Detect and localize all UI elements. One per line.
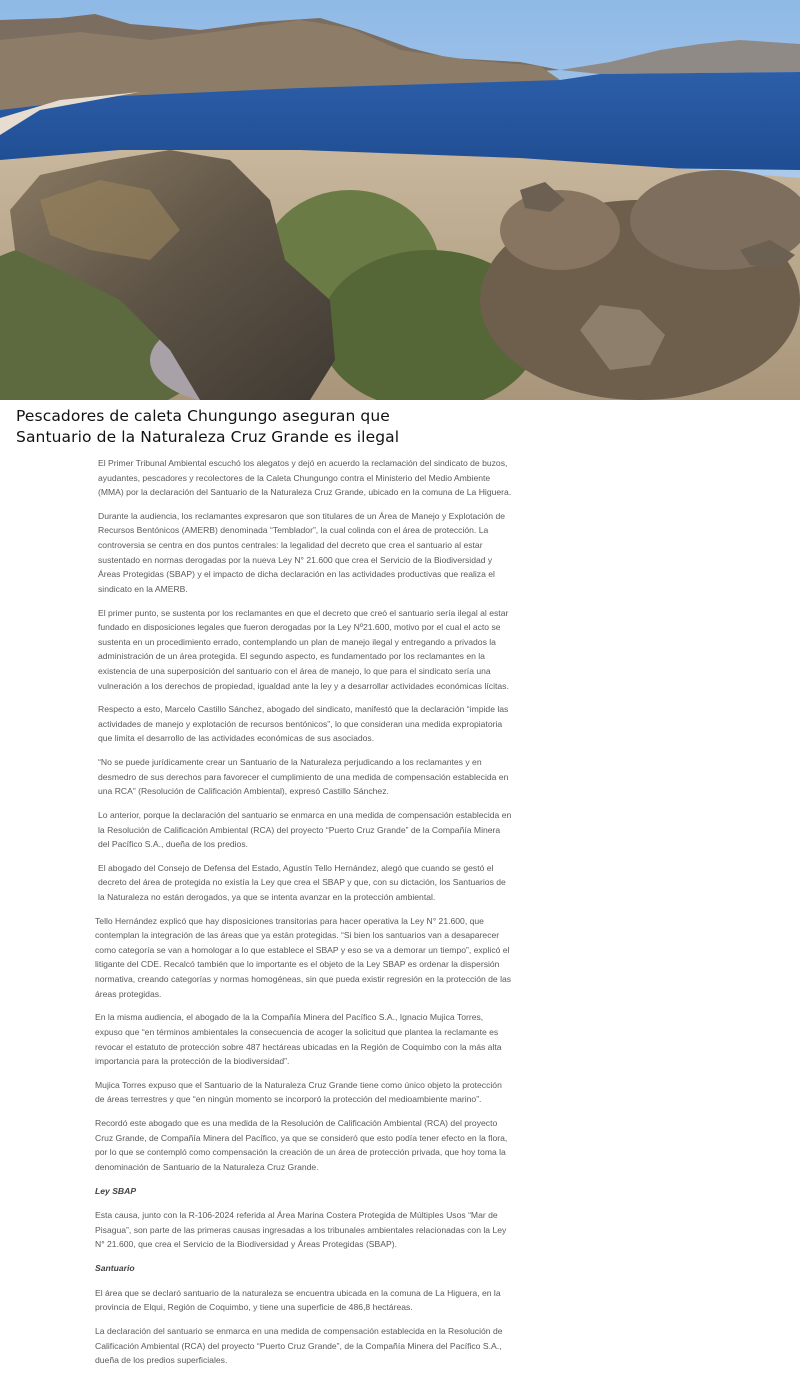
article-paragraph: Durante la audiencia, los reclamantes expresaron que son titulares de un Área de Manejo y Explotación de Recursos Bentónicos (AMERB) denominada “Temblador”, la cual colinda con el área de protección. La controversia se centra en dos puntos centrales: la legalidad del decreto que crea el santuario al estar sustentado en normas derogadas por la nueva Ley N° 21.600 que crea el Servicio de la Biodiversidad y Áreas Protegidas (SBAP) y el impacto de dicha declaración en las actividades productivas que realiza el sindicato en la AMERB. (98, 510, 506, 594)
landscape-photo-icon (0, 0, 800, 400)
article-paragraph: “No se puede jurídicamente crear un Santuario de la Naturaleza perjudicando a los reclamantes y en desmedro de sus derechos para favorecer el cumplimiento de una medida de compensación establecida en una RCA” (Resolución de Calificación Ambiental), expresó Castillo Sánchez. (98, 757, 509, 797)
hero-image (0, 0, 800, 400)
article-subheading: Ley SBAP (95, 1185, 137, 1196)
article-paragraph: Mujica Torres expuso que el Santuario de la Naturaleza Cruz Grande tiene como único objeto la protección de áreas terrestres y que “en ningún momento se incorporó la protección del medioambiente marino”. (95, 1079, 502, 1105)
article-paragraph: La declaración del santuario se enmarca en una medida de compensación establecida en la Resolución de Calificación Ambiental (RCA) del proyecto “Puerto Cruz Grande”, de la Compañía Minera del Pacífico S.A., dueña de los predios superficiales. (95, 1325, 503, 1366)
article-paragraph: Recordó este abogado que es una medida de la Resolución de Calificación Ambiental (RCA) del proyecto Cruz Grande, de Compañía Minera del Pacífico, ya que se consideró que esto podía tener efecto en la flora, por lo que se contempló como compensación la creación de un área de protección privada, que hoy toma la denominación de Santuario de la Naturaleza Cruz Grande. (95, 1118, 508, 1172)
article-paragraph: Esta causa, junto con la R-106-2024 referida al Área Marina Costera Protegida de Múltiples Usos “Mar de Pisagua”, son parte de las primeras causas ingresadas a los tribunales ambientales relacionadas con la Ley N° 21.600, que crea el Servicio de la Biodiversidad y Áreas Protegidas (SBAP). (95, 1210, 507, 1250)
article-paragraph: El Primer Tribunal Ambiental escuchó los alegatos y dejó en acuerdo la reclamación del sindicato de buzos, ayudantes, pescadores y recolectores de la Caleta Chungungo contra el Ministerio del Medio Ambiente (MMA) por la declaración del Santuario de la Naturaleza Cruz Grande, ubicado en la comuna de La Higuera. (98, 458, 512, 498)
article-paragraph: El primer punto, se sustenta por los reclamantes en que el decreto que creó el santuario sería ilegal al estar fundado en disposiciones legales que fueron derogadas por la Ley Nº21.600, motivo por el cual el acto se sustenta en un procedimiento errado, contemplando un plan de manejo ilegal y entregando a privados la administración de un área protegida. El segundo aspecto, es fundamentado por los reclamantes en la existencia de una superposición del santuario con el área de manejo, lo que para el sindicato sería una vulneración a los derechos de propiedad, igualdad ante la ley y a desarrollar actividades económicas lícitas. (98, 607, 509, 691)
article-paragraph: Lo anterior, porque la declaración del santuario se enmarca en una medida de compensación establecida en la Resolución de Calificación Ambiental (RCA) del proyecto “Puerto Cruz Grande” de la Compañía Minera del Pacífico S.A., dueña de los predios. (98, 809, 512, 850)
article-paragraph: El abogado del Consejo de Defensa del Estado, Agustín Tello Hernández, alegó que cuando se gestó el decreto del área de protegida no existía la Ley que crea el SBAP y que, con su dictación, los Santuarios de la Naturaleza no están derogados, ya que se intenta avanzar en la protección ambiental. (98, 862, 506, 902)
article-paragraph: Tello Hernández explicó que hay disposiciones transitorias para hacer operativa la Ley N° 21.600, que contemplan la integración de las áreas que ya están protegidas. “Si bien los santuarios van a desaparecer como categoría se van a homologar a lo que establece el SBAP y eso se va a demorar un tiempo”, explicó el litigante del CDE. Recalcó también que lo importante es el objeto de la Ley SBAP es ordenar la dispersión normativa, creando categorías y normas homogéneas, sin que pueda existir regresión en la protección de las áreas protegidas. (95, 915, 512, 999)
article-body (95, 456, 512, 1377)
article-paragraph: Respecto a esto, Marcelo Castillo Sánchez, abogado del sindicato, manifestó que la declaración “impide las actividades de manejo y explotación de recursos bentónicos”, lo que consideran una medida expropiatoria que limita el desarrollo de las actividades económicas de sus asociados. (98, 704, 509, 744)
article-paragraph: En la misma audiencia, el abogado de la la Compañía Minera del Pacífico S.A., Ignacio Mujica Torres, expuso que “en términos ambientales la consecuencia de acoger la solicitud que plantea la reclamante es revocar el estatuto de protección sobre 487 hectáreas ubicadas en la Región de Coquimbo con la más alta importancia para la protección de la biodiversidad”. (95, 1012, 502, 1067)
article-subheading: Santuario (95, 1263, 135, 1274)
article-paragraph: El área que se declaró santuario de la naturaleza se encuentra ubicada en la comuna de La Higuera, en la provincia de Elqui, Región de Coquimbo, y tiene una superficie de 486,8 hectáreas. (95, 1287, 501, 1313)
article-title: Pescadores de caleta Chungungo aseguran que Santuario de la Naturaleza Cruz Grande es ilegal (16, 407, 400, 446)
